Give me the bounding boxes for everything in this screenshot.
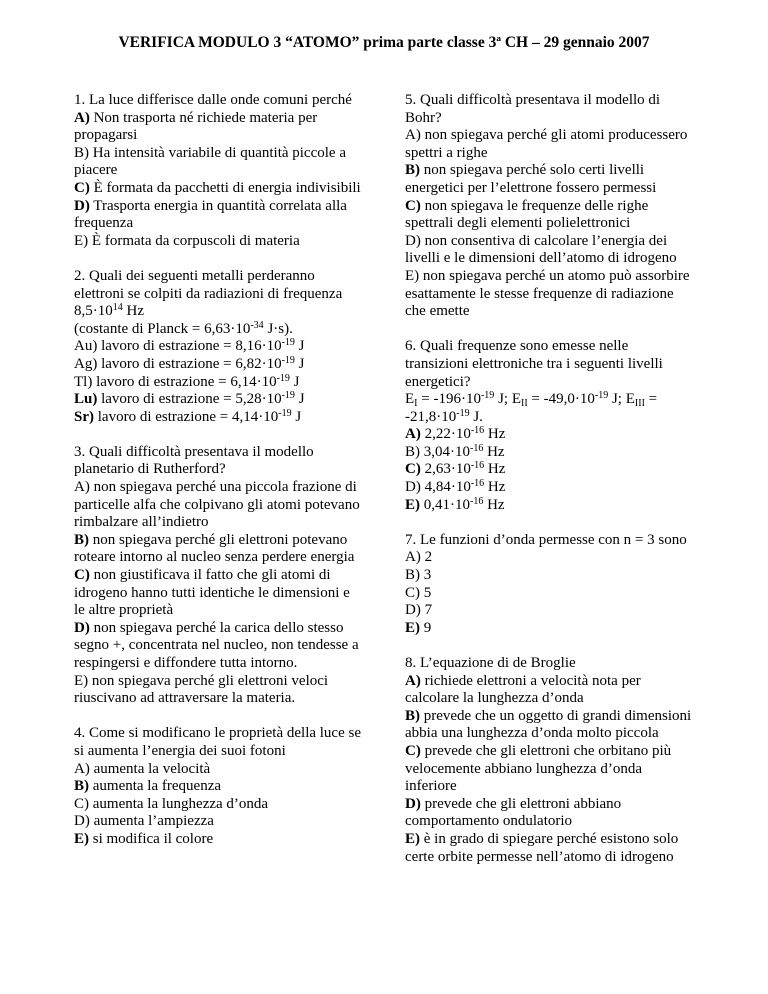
option-a <box>405 127 695 162</box>
unit: J; <box>494 391 512 408</box>
unit: J·s). <box>263 320 293 337</box>
question-4 <box>74 725 364 848</box>
option-tl <box>74 374 364 392</box>
option-d <box>74 813 364 831</box>
option-text: 7 <box>420 602 433 619</box>
left-column <box>74 92 364 866</box>
option-key: C) <box>405 742 421 759</box>
option-text: richiede elettroni a velocità nota per calcolare la lunghezza d’onda <box>405 672 641 707</box>
exponent: -19 <box>276 372 290 384</box>
question-stem: 6. Quali frequenze sono emesse nelle transizioni elettroniche tra i seguenti livelli energetici? <box>405 338 663 390</box>
option-key: B) <box>405 162 420 179</box>
page-title: VERIFICA MODULO 3 “ATOMO” prima parte classe 3ª CH – 29 gennaio 2007 <box>118 34 650 51</box>
option-text: 0,41·10 <box>420 496 470 513</box>
option-c <box>74 796 364 814</box>
question-stem: 7. Le funzioni d’onda permesse con n = 3 sono <box>405 531 687 548</box>
option-text: lavoro di estrazione = 5,28·10 <box>97 391 282 408</box>
option-a <box>405 549 695 567</box>
option-key: A) <box>405 549 421 566</box>
option-text: non spiegava perché gli elettroni potevano roteare intorno al nucleo senza perdere energia <box>74 531 355 566</box>
option-text: È formata da corpuscoli di materia <box>88 232 300 249</box>
option-text: 4,84·10 <box>420 479 471 496</box>
energy-symbol: E <box>625 391 635 408</box>
question-7 <box>405 532 695 638</box>
unit: Hz <box>484 479 506 496</box>
option-text: lavoro di estrazione = 6,14·10 <box>92 373 277 390</box>
option-a <box>74 761 364 779</box>
option-c <box>405 743 695 796</box>
option-text: non spiegava le frequenze delle righe spettrali degli elementi polielettronici <box>405 197 649 232</box>
option-e <box>74 673 364 708</box>
option-text: non spiegava perché una piccola frazione di particelle alfa che colpivano gli atomi potevano rimbalzare all’indietro <box>74 479 360 531</box>
energy-value: = -49,0·10 <box>527 391 595 408</box>
question-stem: 4. Come si modificano le proprietà della luce se si aumenta l’energia dei suoi fotoni <box>74 725 361 759</box>
option-e <box>74 233 364 251</box>
option-text: 5 <box>420 584 432 601</box>
option-b <box>74 532 364 567</box>
energy-symbol: E <box>511 391 521 408</box>
option-key: A) <box>405 426 421 443</box>
option-key: C) <box>74 795 89 812</box>
option-b <box>74 778 364 796</box>
option-c <box>405 198 695 233</box>
option-b <box>405 444 695 462</box>
exponent: -19 <box>594 390 609 402</box>
option-key: Sr) <box>74 408 94 425</box>
unit: J <box>294 391 305 408</box>
option-key: D) <box>74 813 90 830</box>
option-text: È formata da pacchetti di energia indivisibili <box>89 179 361 196</box>
question-1 <box>74 92 364 250</box>
option-key: E) <box>405 496 420 513</box>
unit: J <box>289 373 300 390</box>
exponent: 14 <box>112 302 123 314</box>
exponent: -16 <box>470 495 484 507</box>
option-text: prevede che gli elettroni abbiano comportamento ondulatorio <box>405 795 622 830</box>
unit: Hz <box>483 496 505 513</box>
exponent: -19 <box>456 407 470 419</box>
question-stem: 1. La luce differisce dalle onde comuni perché <box>74 92 352 108</box>
option-key: D) <box>74 197 90 214</box>
option-key: C) <box>405 197 421 214</box>
option-key: B) <box>405 567 420 584</box>
option-key: A) <box>405 672 421 689</box>
energy-value: = -21,8·10 <box>405 391 658 425</box>
unit: J. <box>469 408 483 425</box>
option-d <box>405 796 695 831</box>
option-text: si modifica il colore <box>89 830 214 847</box>
option-key: B) <box>74 778 89 795</box>
unit: Hz <box>484 461 506 478</box>
exponent: -19 <box>480 390 495 402</box>
option-e <box>74 831 364 849</box>
exponent: -19 <box>281 337 295 349</box>
option-key: E) <box>74 672 89 689</box>
option-au <box>74 338 364 356</box>
option-key: A) <box>74 479 90 496</box>
option-c <box>74 567 364 620</box>
option-a <box>74 110 364 145</box>
option-text: non spiegava perché gli atomi producessero spettri a righe <box>405 127 688 161</box>
question-8 <box>405 655 695 866</box>
option-text: Non trasporta né richiede materia per propagarsi <box>74 109 318 144</box>
planck-constant <box>74 321 364 339</box>
option-b <box>74 145 364 180</box>
exponent: -19 <box>281 390 295 402</box>
question-stem <box>74 268 364 321</box>
unit: J <box>291 408 302 425</box>
option-key: Lu) <box>74 391 98 408</box>
option-text: lavoro di estrazione = 8,16·10 <box>97 338 282 355</box>
option-key: D) <box>405 479 421 496</box>
option-text: aumenta la lunghezza d’onda <box>89 795 269 812</box>
exponent: -16 <box>470 425 485 437</box>
option-e <box>405 268 695 321</box>
option-text: 3,04·10 <box>420 443 470 460</box>
option-text: non spiegava perché un atomo può assorbire esattamente le stesse frequenze di radiazione che emette <box>405 267 690 320</box>
option-key: C) <box>74 567 90 584</box>
question-5 <box>405 92 695 321</box>
option-d <box>405 479 695 497</box>
option-key: B) <box>405 707 420 724</box>
option-text: aumenta l’ampiezza <box>89 813 214 830</box>
option-d <box>405 602 695 620</box>
exponent: -16 <box>470 442 484 454</box>
exponent: -34 <box>250 319 264 331</box>
unit: J; <box>608 391 626 408</box>
option-key: C) <box>405 461 421 478</box>
option-text: non giustificava il fatto che gli atomi di idrogeno hanno tutti identiche le dimensioni e le altre proprietà <box>74 567 350 619</box>
option-e <box>405 497 695 515</box>
unit: Hz <box>484 426 506 443</box>
option-key: E) <box>405 267 420 284</box>
option-b <box>405 567 695 585</box>
option-d <box>74 620 364 673</box>
planck-text: (costante di Planck = 6,63·10 <box>74 320 251 337</box>
option-a <box>74 479 364 532</box>
option-key: Ag) <box>74 355 98 372</box>
question-6 <box>405 338 695 514</box>
option-text: non spiegava perché la carica dello stesso segno +, concentrata nel nucleo, non tendesse a respingersi e diffondere tutta intorno. <box>74 619 359 671</box>
question-3 <box>74 444 364 708</box>
option-ag <box>74 356 364 374</box>
option-c <box>74 180 364 198</box>
exponent: -16 <box>470 478 485 490</box>
unit: Hz <box>483 443 505 460</box>
option-text: lavoro di estrazione = 6,82·10 <box>97 355 282 372</box>
option-key: D) <box>74 619 90 636</box>
option-a <box>405 673 695 708</box>
option-key: D) <box>405 232 421 249</box>
option-key: D) <box>405 602 421 619</box>
option-text: non spiegava perché gli elettroni veloci riuscivano ad attraversare la materia. <box>74 672 329 707</box>
option-text: 2,22·10 <box>420 426 471 443</box>
option-e <box>405 831 695 866</box>
option-e <box>405 620 695 638</box>
option-key: Au) <box>74 338 98 355</box>
option-b <box>405 708 695 743</box>
option-key: E) <box>74 830 89 847</box>
question-2 <box>74 268 364 426</box>
option-text: Trasporta energia in quantità correlata alla frequenza <box>74 197 347 232</box>
option-key: E) <box>405 619 420 636</box>
option-key: B) <box>74 531 89 548</box>
energy-value: = -196·10 <box>417 391 481 408</box>
level-index: II <box>521 398 528 410</box>
option-key: A) <box>74 109 90 126</box>
option-key: C) <box>405 584 420 601</box>
option-text: Ha intensità variabile di quantità piccole a piacere <box>74 144 346 179</box>
option-text: aumenta la frequenza <box>89 778 222 795</box>
option-d <box>405 233 695 268</box>
stem-text: 2. Quali dei seguenti metalli perderanno elettroni se colpiti da radiazioni di frequenza 8,5·10 <box>74 267 343 320</box>
option-text: 2 <box>420 549 433 566</box>
option-text: è in grado di spiegare perché esistono solo certe orbite permesse nell’atomo di idrogeno <box>405 830 679 865</box>
option-a <box>405 426 695 444</box>
option-text: 9 <box>420 619 432 636</box>
level-index: I <box>414 398 418 410</box>
question-stem: 3. Quali difficoltà presentava il modello planetario di Rutherford? <box>74 443 314 478</box>
energy-symbol: E <box>405 391 415 408</box>
right-column <box>405 92 695 884</box>
option-text: non consentiva di calcolare l’energia dei livelli e le dimensioni dell’atomo di idrogeno <box>405 232 677 267</box>
option-key: B) <box>405 443 420 460</box>
option-lu <box>74 391 364 409</box>
unit: J <box>294 338 305 355</box>
option-d <box>74 198 364 233</box>
option-c <box>405 461 695 479</box>
option-text: 2,63·10 <box>420 461 471 478</box>
exponent: -19 <box>278 407 292 419</box>
question-stem: 5. Quali difficoltà presentava il modello di Bohr? <box>405 92 661 126</box>
option-key: A) <box>405 127 421 144</box>
option-key: A) <box>74 760 90 777</box>
option-text: 3 <box>420 567 432 584</box>
option-key: Tl) <box>74 373 93 390</box>
option-key: E) <box>405 830 420 847</box>
option-key: D) <box>405 795 421 812</box>
energy-levels <box>405 391 695 426</box>
option-text: aumenta la velocità <box>89 760 211 777</box>
unit: J <box>294 355 305 372</box>
option-key: B) <box>74 144 89 161</box>
option-text: prevede che gli elettroni che orbitano più velocemente abbiano lunghezza d’onda inferiore <box>405 742 672 795</box>
option-text: prevede che un oggetto di grandi dimensioni abbia una lunghezza d’onda molto piccola <box>405 707 692 742</box>
option-c <box>405 585 695 603</box>
option-key: C) <box>74 179 90 196</box>
level-index: III <box>634 398 645 410</box>
option-key: E) <box>74 232 89 249</box>
option-b <box>405 162 695 197</box>
unit: Hz <box>122 303 144 320</box>
option-text: lavoro di estrazione = 4,14·10 <box>94 408 279 425</box>
exponent: -19 <box>281 354 295 366</box>
question-stem: 8. L’equazione di de Broglie <box>405 655 576 671</box>
option-text: non spiegava perché solo certi livelli energetici per l’elettrone fossero permessi <box>405 162 657 196</box>
exponent: -16 <box>470 460 485 472</box>
option-sr <box>74 409 364 427</box>
